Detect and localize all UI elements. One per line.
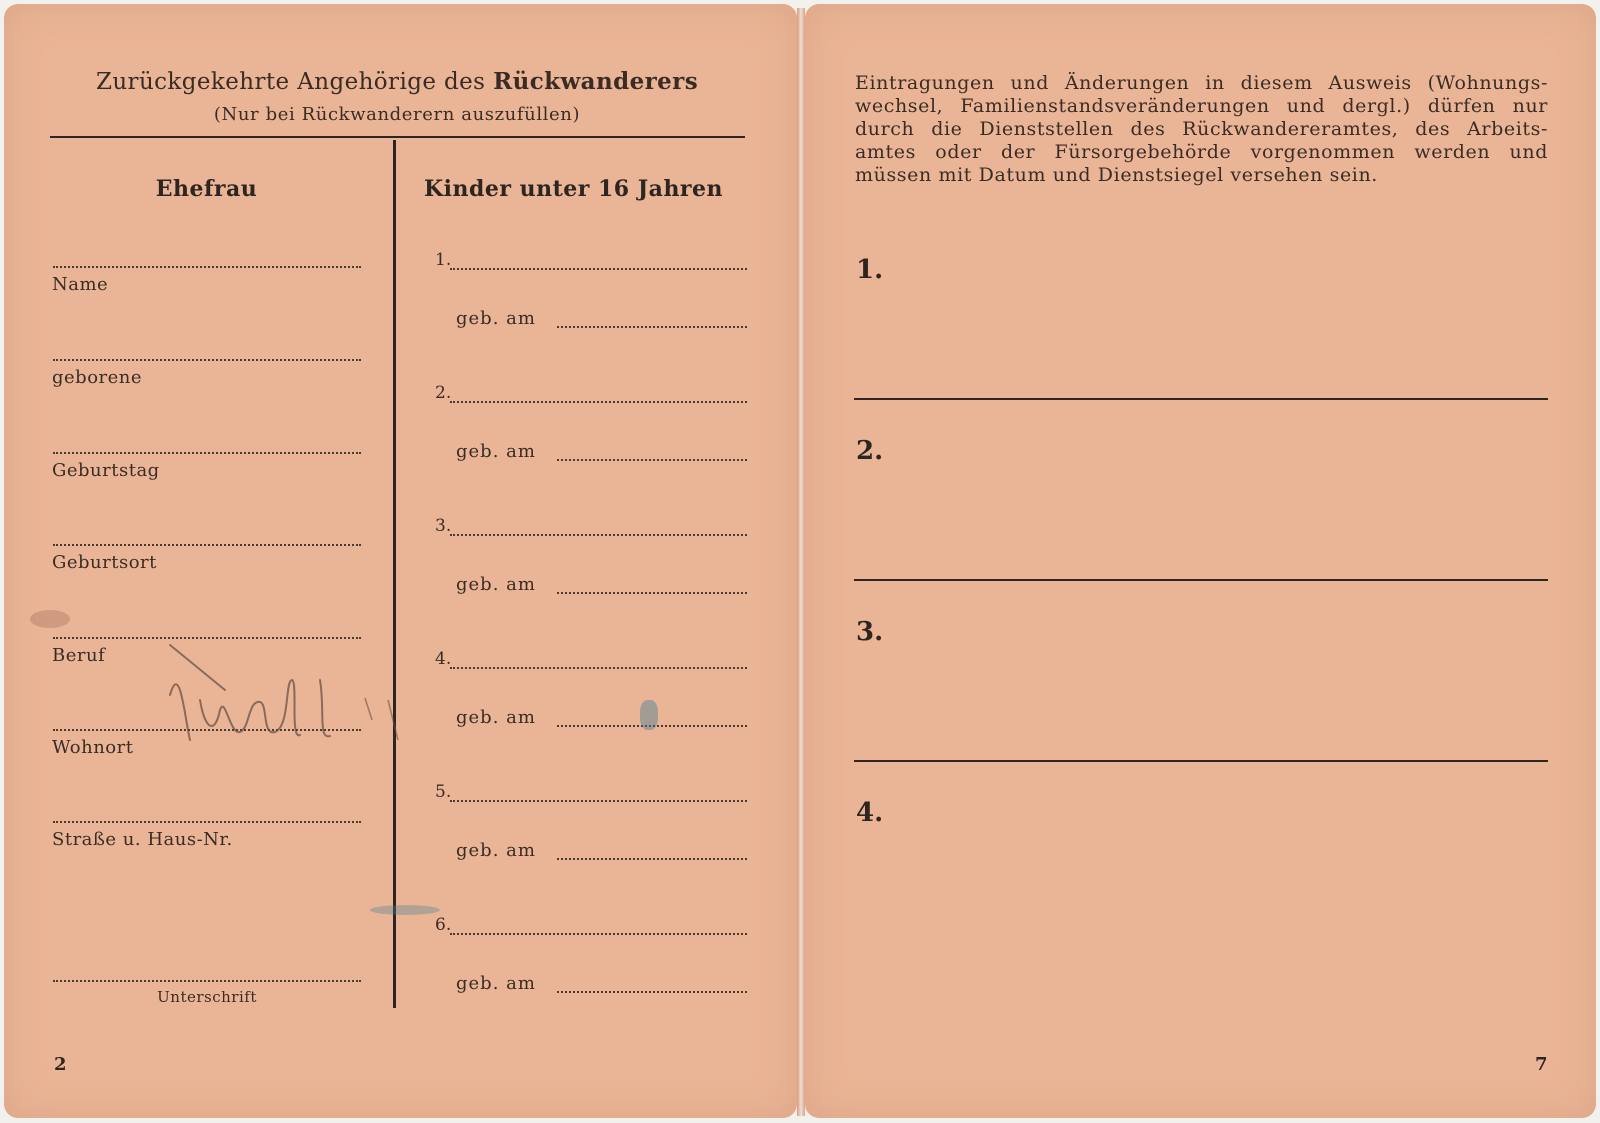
title-bold: Rückwanderers xyxy=(493,68,699,95)
residence-label: Wohnort xyxy=(52,737,134,758)
signature-label: Unterschrift xyxy=(157,988,257,1006)
entry-divider xyxy=(854,398,1548,400)
page-subtitle: (Nur bei Rückwanderern auszufüllen) xyxy=(213,104,581,125)
notice-line: wechsel, Familienstandsveränderungen und dergl.) dürfen nur xyxy=(855,95,1548,117)
header-rule xyxy=(50,136,745,138)
entry-number: 2. xyxy=(856,436,884,466)
booklet-gutter xyxy=(797,8,805,1116)
maiden-name-label: geborene xyxy=(52,367,143,388)
entry-number: 4. xyxy=(856,798,884,828)
name-field[interactable] xyxy=(53,266,361,268)
child-birthdate-field[interactable] xyxy=(557,592,747,594)
children-heading: Kinder unter 16 Jahren xyxy=(424,176,724,202)
born-label: geb. am xyxy=(456,707,536,728)
page-title xyxy=(50,68,744,95)
child-birthdate-field[interactable] xyxy=(557,858,747,860)
child-birthdate-field[interactable] xyxy=(557,991,747,993)
entry-number: 3. xyxy=(856,617,884,647)
birthday-label: Geburtstag xyxy=(52,460,160,481)
child-name-field[interactable] xyxy=(450,667,747,669)
birthday-field[interactable] xyxy=(53,452,361,454)
birthplace-field[interactable] xyxy=(53,544,361,546)
occupation-label: Beruf xyxy=(52,645,106,666)
ink-stain xyxy=(370,905,440,915)
notice-line: müssen mit Datum und Dienstsiegel versehen sein. xyxy=(855,164,1378,186)
entry-divider xyxy=(854,760,1548,762)
born-label: geb. am xyxy=(456,840,536,861)
name-label: Name xyxy=(52,274,109,295)
ink-stain xyxy=(640,700,658,730)
child-number: 3. xyxy=(435,516,452,536)
title-prefix: Zurückgekehrte Angehörige des xyxy=(95,69,486,95)
born-label: geb. am xyxy=(456,574,536,595)
page-number-right: 7 xyxy=(1535,1054,1548,1075)
child-number: 5. xyxy=(435,782,452,802)
born-label: geb. am xyxy=(456,308,536,329)
child-name-field[interactable] xyxy=(450,534,747,536)
child-name-field[interactable] xyxy=(450,268,747,270)
occupation-field[interactable] xyxy=(53,637,361,639)
child-number: 6. xyxy=(435,915,452,935)
column-divider xyxy=(393,140,396,1008)
signature-field[interactable] xyxy=(53,980,361,982)
notice-line: durch die Dienststellen des Rückwandereramtes, des Arbeits- xyxy=(855,118,1548,140)
entry-number: 1. xyxy=(856,255,884,285)
child-number: 1. xyxy=(435,250,452,270)
page-number-left: 2 xyxy=(54,1054,67,1075)
notice-line: Eintragungen und Änderungen in diesem Ausweis (Wohnungs- xyxy=(855,72,1548,94)
street-field[interactable] xyxy=(53,821,361,823)
child-name-field[interactable] xyxy=(450,800,747,802)
birthplace-label: Geburtsort xyxy=(52,552,157,573)
street-label: Straße u. Haus-Nr. xyxy=(52,829,233,850)
child-birthdate-field[interactable] xyxy=(557,459,747,461)
child-name-field[interactable] xyxy=(450,933,747,935)
child-birthdate-field[interactable] xyxy=(557,326,747,328)
notice-paragraph xyxy=(855,72,1548,187)
entry-divider xyxy=(854,579,1548,581)
child-name-field[interactable] xyxy=(450,401,747,403)
child-number: 2. xyxy=(435,383,452,403)
child-number: 4. xyxy=(435,649,452,669)
born-label: geb. am xyxy=(456,973,536,994)
smudge xyxy=(30,610,70,628)
born-label: geb. am xyxy=(456,441,536,462)
pencil-scribble xyxy=(150,640,420,780)
maiden-name-field[interactable] xyxy=(53,359,361,361)
notice-line: amtes oder der Fürsorgebehörde vorgenommen werden und xyxy=(855,141,1548,163)
wife-heading: Ehefrau xyxy=(155,176,258,202)
